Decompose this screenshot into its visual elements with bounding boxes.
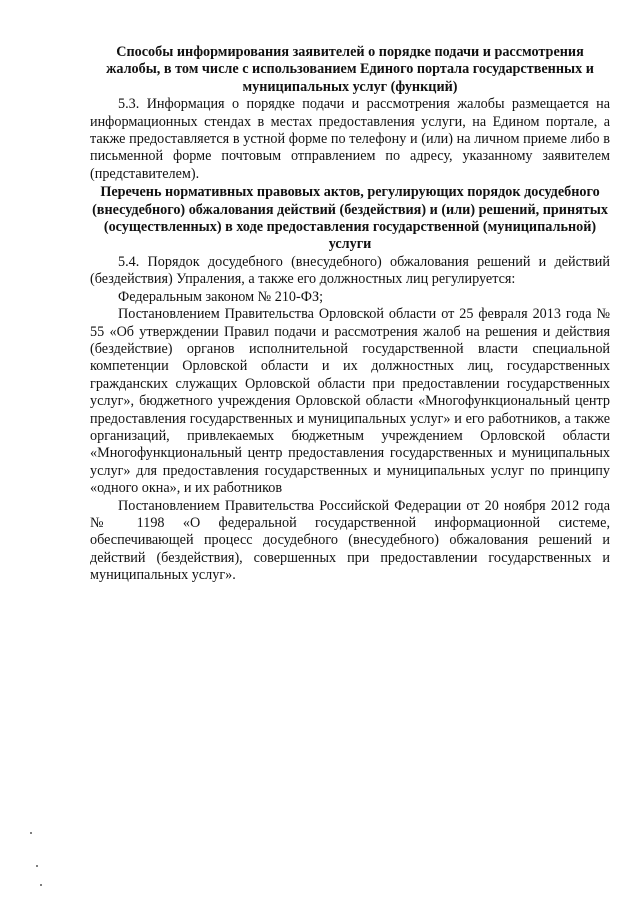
document-body (90, 40, 610, 585)
paragraph-federal-law-210: Федеральным законом № 210-ФЗ; (118, 288, 324, 305)
paragraph-5-3: 5.3. Информация о порядке подачи и рассмотрения жалобы размещается на информационных стендах в местах предоставления услуги, на Едином портале, а также предоставляется в устной форме по телефону и (или) на личном приеме либо в письменной форме почтовым отправлением по адресу, указанному заявителем (представителем). (90, 96, 610, 182)
section-heading-informing: Способы информирования заявителей о порядке подачи и рассмотрения жалобы, в том числе с использованием Единого портала государственных и муниципальных услуг (функций) (106, 44, 594, 95)
scan-speck (40, 884, 42, 886)
paragraph-orel-resolution-55: Постановлением Правительства Орловской области от 25 февраля 2013 года № 55 «Об утверждении Правил подачи и рассмотрения жалоб на решения и действия (бездействие) органов исполнительной государственной власти специальной компетенции Орловской области и их должностных лиц, государственных гражданских служащих Орловской области при предоставлении государственных услуг», бюджетного учреждения Орловской области «Многофункциональный центр предоставления государственных и муниципальных услуг» и его работников, а также организаций, привлекаемых бюджетным учреждением Орловской области «Многофункциональный центр предоставления государственных и муниципальных услуг» для предоставления государственных и муниципальных услуг по принципу «одного окна», и их работников (90, 306, 610, 497)
section-heading-legal-acts: Перечень нормативных правовых актов, регулирующих порядок досудебного (внесудебного) обжалования действий (бездействия) и (или) решений, принятых (осуществленных) в ходе предоставления государственной (муниципальной) услуги (92, 184, 608, 253)
scan-speck (30, 832, 32, 834)
scan-speck (36, 865, 38, 867)
paragraph-rf-resolution-1198: Постановлением Правительства Российской Федерации от 20 ноября 2012 года № 1198 «О федеральной государственной информационной системе, обеспечивающей процесс досудебного (внесудебного) обжалования решений и действий (бездействия), совершенных при предоставлении государственных и муниципальных услуг». (90, 497, 610, 584)
paragraph-5-4: 5.4. Порядок досудебного (внесудебного) обжалования решений и действий (бездействия) Упраления, а также его должностных лиц регулируется: (90, 253, 610, 288)
